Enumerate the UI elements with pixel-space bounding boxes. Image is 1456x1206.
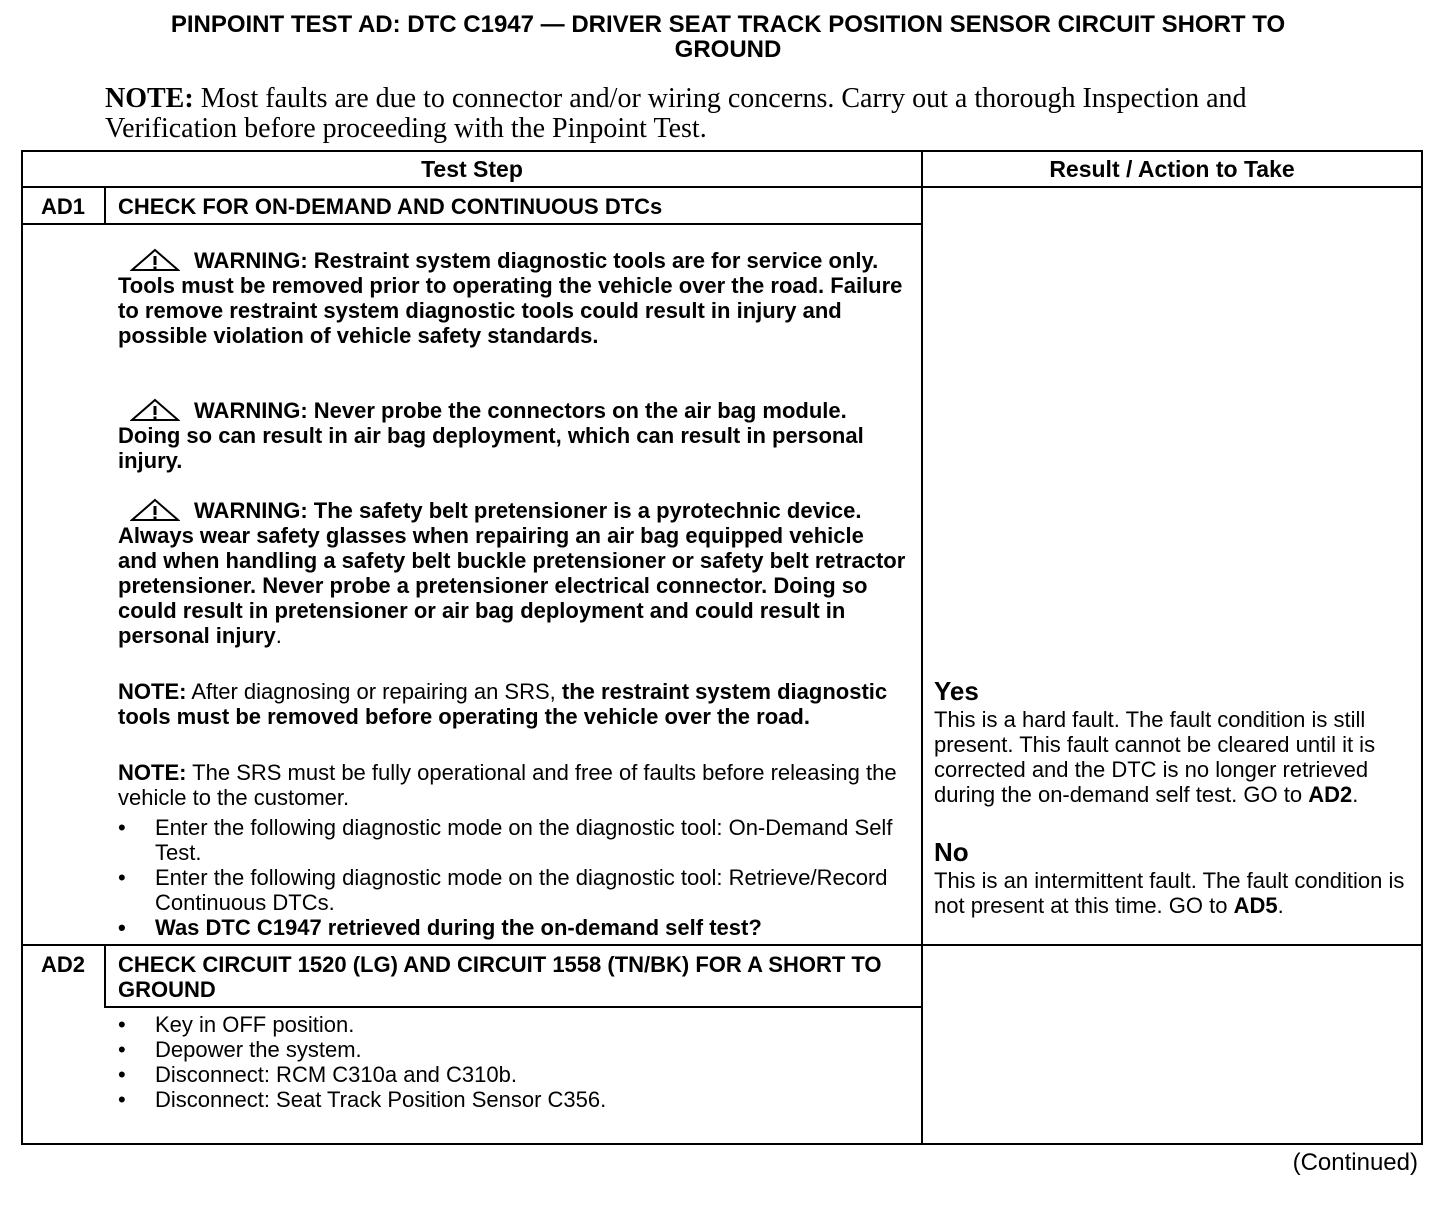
note-remove-tools	[118, 679, 908, 729]
intro-note	[105, 84, 1285, 144]
bullet-glyph: •	[118, 1037, 126, 1062]
intro-note-label: NOTE:	[105, 83, 194, 114]
title-line-1: PINPOINT TEST AD: DTC C1947 — DRIVER SEAT TRACK POSITION SENSOR CIRCUIT SHORT TO	[170, 11, 1286, 38]
ad1-bullet-1: Enter the following diagnostic mode on the diagnostic tool: On-Demand Self Test.	[155, 815, 893, 865]
ad1-id-divider	[104, 188, 106, 224]
result-no-text: This is an intermittent fault. The fault condition is not present at this time. GO to	[934, 868, 1405, 918]
ad2-bullet-1: Key in OFF position.	[155, 1012, 355, 1037]
result-no	[934, 838, 1419, 918]
continued-label: (Continued)	[1292, 1149, 1418, 1176]
warning-triangle-icon	[130, 498, 180, 523]
warning-2-text: WARNING: Never probe the connectors on the air bag module. Doing so can result in air bag deployment, which can result in personal injury.	[118, 398, 864, 473]
result-yes	[934, 677, 1419, 807]
result-yes-label: Yes	[934, 676, 979, 706]
ad1-bullet-list	[118, 815, 908, 940]
note-srs-operational	[118, 760, 908, 810]
list-item	[118, 1012, 908, 1037]
ad2-title-rule	[104, 1006, 922, 1008]
column-divider	[921, 151, 923, 1144]
step-title-ad2: CHECK CIRCUIT 1520 (LG) AND CIRCUIT 1558 (TN/BK) FOR A SHORT TO GROUND	[118, 952, 882, 1002]
list-item	[118, 1087, 908, 1112]
warning-3-text: WARNING: The safety belt pretensioner is a pyrotechnic device. Always wear safety glasses when repairing an air bag equipped vehicle and when handling a safety belt buckle pretensioner or safety belt retractor pretensioner. Never probe a pretensioner electrical connector. Doing so could result in pretensioner or air bag deployment and could result in personal injury	[118, 498, 906, 648]
note-2-label: NOTE:	[118, 760, 187, 785]
list-item	[118, 815, 908, 865]
bullet-glyph: •	[118, 865, 126, 890]
result-yes-text: This is a hard fault. The fault condition is still present. This fault cannot be cleared until it is corrected and the DTC is no longer retrieved during the on-demand self test. GO to	[934, 707, 1376, 807]
warning-triangle-icon	[130, 398, 180, 423]
bullet-glyph: •	[118, 815, 126, 840]
warning-1-text: WARNING: Restraint system diagnostic tools are for service only. Tools must be removed prior to operating the vehicle over the road. Failure to remove restraint system diagnostic tools could result in injury and possible violation of vehicle safety standards.	[118, 248, 903, 348]
result-no-end: .	[1277, 893, 1284, 918]
ad2-bullet-list	[118, 1012, 908, 1112]
intro-note-text: Most faults are due to connector and/or wiring concerns. Carry out a thorough Inspection and Verification before proceeding with the Pinpoint Test.	[105, 83, 1247, 144]
list-item	[118, 1062, 908, 1087]
bullet-glyph: •	[118, 1062, 126, 1087]
note-1-text: After diagnosing or repairing an SRS,	[186, 679, 562, 704]
note-1-label: NOTE:	[118, 679, 187, 704]
ad1-bottom-rule	[22, 944, 1422, 946]
ad2-bullet-3: Disconnect: RCM C310a and C310b.	[155, 1062, 517, 1087]
ad1-title-rule	[22, 223, 922, 225]
page-title	[40, 12, 1416, 62]
list-item	[118, 915, 908, 940]
step-id-ad2: AD2	[40, 952, 85, 977]
ad2-bullet-4: Disconnect: Seat Track Position Sensor C356.	[155, 1087, 607, 1112]
warning-pretensioner	[118, 498, 908, 648]
ad2-bullet-2: Depower the system.	[155, 1037, 362, 1062]
title-line-2: GROUND	[674, 36, 782, 63]
bullet-glyph: •	[118, 1087, 126, 1112]
warning-restraint-tools	[118, 248, 908, 348]
note-2-text: The SRS must be fully operational and free of faults before releasing the vehicle to the customer.	[118, 760, 897, 810]
bullet-glyph: •	[118, 1012, 126, 1037]
list-item	[118, 865, 908, 915]
step-title-ad1: CHECK FOR ON-DEMAND AND CONTINUOUS DTCs	[118, 194, 663, 219]
result-no-label: No	[934, 837, 969, 867]
header-test-step: Test Step	[421, 156, 523, 182]
ad1-bullet-2: Enter the following diagnostic mode on the diagnostic tool: Retrieve/Record Continuous DTCs.	[155, 865, 888, 915]
warning-3-end: .	[275, 623, 282, 648]
ad2-id-divider	[104, 946, 106, 1007]
result-yes-end: .	[1352, 782, 1359, 807]
goto-ad2-link[interactable]: AD2	[1308, 782, 1353, 807]
step-id-ad1: AD1	[40, 194, 85, 219]
list-item	[118, 1037, 908, 1062]
bullet-glyph: •	[118, 915, 126, 940]
goto-ad5-link[interactable]: AD5	[1233, 893, 1278, 918]
header-result: Result / Action to Take	[1049, 156, 1295, 182]
warning-airbag-connectors	[118, 398, 908, 473]
ad1-bullet-3: Was DTC C1947 retrieved during the on-demand self test?	[155, 915, 762, 940]
warning-triangle-icon	[130, 248, 180, 273]
note-1-bold: the restraint system diagnostic tools must be removed before operating the vehicle over the road.	[118, 679, 888, 729]
